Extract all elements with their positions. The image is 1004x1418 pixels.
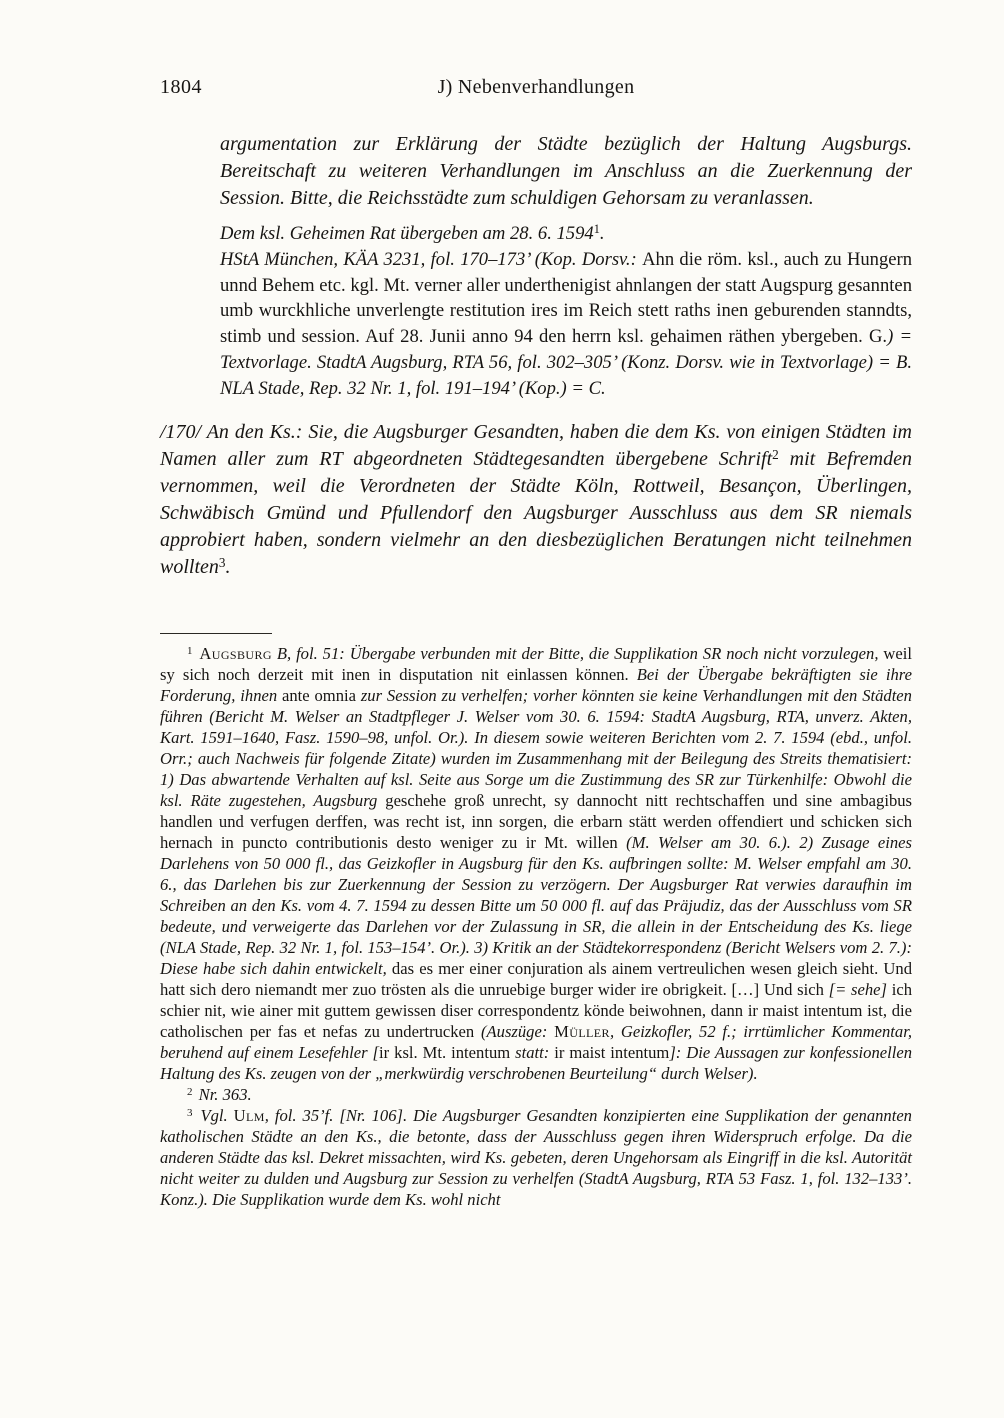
footnote-marker: 3 [187, 1106, 193, 1119]
text-run: statt: [510, 1042, 555, 1062]
text-run: (M. Welser am 30. 6.). 2) Zusage eines Darlehens von 50 000 fl., das Geizkofler in Augsburg für den Ks. aufbringen sollte: M. Welser empfahl am 30. 6., das Darlehen bis zur Zuerkennung der Session zu verzögern. Der Augsburger Rat verwies daraufhin im Schreiben an den Ks. vom 4. 7. 1594 zu dessen Bitte um 50 000 fl. auf das Präjudiz, das der Ausschluss vom SR bedeute, und verweigerte das Darlehen vor der Zulassung in SR, die allein in der Entscheidung des Ks. liege (NLA Stade, Rep. 32 Nr. 1, fol. 153–154’. Or.). 3) Kritik an der Städtekorrespondenz (Bericht Welsers vom 2. 7.): Diese habe sich dahin entwickelt, [160, 832, 912, 978]
text-run: ir ksl. Mt. intentum [379, 1042, 511, 1062]
abstract-paragraph [220, 131, 912, 212]
text-run: das es mer einer conjuration als ainem vertreulichen wesen gleich sieht. Und hatt sich dero niemandt mer zuo trösten als die unruebige burger wider ire obrigkeit. […] Und sich [160, 958, 912, 999]
text-run: zur Session zu verhelfen; vorher könnten sie keine Verhandlungen mit den Städten führen (Bericht M. Welser an Stadtpfleger J. Welser vom 30. 6. 1594: StadtA Augsburg, RTA, unverz. Akten, Kart. 1591–1640, Fasz. 1590–98, unfol. Or.). In diesem sowie weiteren Berichten vom 2. 7. 1594 (ebd., unfol. Orr.; auch Nachweis für folgende Zitate) wurden im Zusammenhang mit der Beilegung des Streits thematisiert: 1) Das abwartende Verhalten auf ksl. Seite aus Sorge um die Zustimmung des SR zur Türkenhilfe: Obwohl die ksl. Räte zugestehen, Augsburg [160, 685, 912, 810]
text-run: ]: Die Aussagen zur konfessionellen Haltung des Ks. zeugen von der „merkwürdig verschrobenen Beurteilung“ durch Welser). [160, 1042, 913, 1083]
text-run: . [599, 223, 605, 244]
text-block [160, 76, 912, 1210]
footnote-marker: 1 [187, 644, 193, 657]
text-run: . [225, 555, 231, 578]
text-run: , Geizkofler, 52 f.; irrtümlicher Kommentar, beruhend auf einem Lesefehler [ [160, 1021, 912, 1062]
main-paragraph [160, 419, 912, 581]
text-run: Ahn die röm. ksl., auch zu Hungern unnd Behem etc. kgl. Mt. verner aller underthenigist ahnlangen der statt Augspurg gesannten umb wurckhliche unverlengte restitution ires im Reich stett raths inen geburenden stanndts, stimb und session. Auf 28. Junii anno 94 den herrn ksl. gehaimen räthen ybergeben. G. [220, 248, 913, 348]
text-run: /170/ An den Ks.: Sie, die Augsburger Gesandten, haben die dem Ks. von einigen Städten im Namen aller zum RT abgeordneten Städtegesandten übergebene Schrift [160, 420, 912, 470]
footnote-ref: 1 [593, 222, 600, 237]
running-head [160, 76, 912, 106]
provenance-date [220, 221, 912, 247]
footnote-1 [160, 643, 912, 1084]
document-head [220, 131, 912, 402]
footnotes-section [160, 643, 912, 1210]
text-run: geschehe groß unrecht, sy dannocht nitt rechtschaffen und sine ambagibus handlen und verfugen derffen, was recht ist, inn sorgen, die erbarn stätt werden offendiert und schicken sich hernach in puncto contributionis desto weniger zu ir Mt. willen [160, 790, 912, 852]
footnote-2 [160, 1084, 912, 1105]
text-run: Nr. 363. [198, 1084, 252, 1104]
text-run: ante omnia [282, 685, 361, 705]
text-run: (Auszüge: [480, 1021, 555, 1041]
text-run: Übergabe verbunden mit der Bitte, die Supplikation SR noch nicht vorzulegen, [349, 643, 884, 663]
page-number: 1804 [160, 76, 202, 98]
text-run: ich schier nit, wie ainer mit guttem gewissen diser correspondentz könde beiwohnen, dann ir maist intentum ist, die catholischen per fas et nefas zu undertrucken [160, 979, 913, 1041]
text-run: Augsburg [199, 643, 272, 663]
text-run: weil sy sich noch derzeit mit inen in disputation nit einlassen können. [160, 643, 912, 684]
text-run: Ulm [233, 1105, 265, 1125]
text-run: mit Befremden vernommen, weil die Verordneten der Städte Köln, Rottweil, Besançon, Überlingen, Schwäbisch Gmünd und Pfullendorf den Augsburger Ausschluss aus dem SR niemals approbiert haben, sondern vielmehr an den diesbezüglichen Beratungen nicht teilnehmen wollten [160, 447, 912, 578]
text-run: , fol. 35’f. [Nr. 106]. Die Augsburger Gesandten konzipierten eine Supplikation der genannten katholischen Städte an den Ks., die betonte, dass der Ausschluss gegen ihren Widerspruch erfolge. Da die anderen Städte das ksl. Dekret missachten, wird Ks. gebeten, deren Ungehorsam als Eingriff in die ksl. Autorität nicht weiter zu dulden und Augsburg zur Session zu verhelfen (StadtA Augsburg, RTA 53 Fasz. 1, fol. 132–133’. Konz.). Die Supplikation wurde dem Ks. wohl nicht [160, 1105, 912, 1209]
text-run: Vgl. [200, 1105, 234, 1125]
text-run: argumentation zur Erklärung der Städte bezüglich der Haltung Augsburgs. Bereitschaft zu weiteren Verhandlungen im Anschluss an die Zuerkennung der Session. Bitte, die Reichsstädte zum schuldigen Gehorsam zu veranlassen. [220, 133, 912, 209]
provenance-sources [220, 247, 912, 402]
footnote-marker: 2 [187, 1085, 193, 1098]
text-run: Müller [554, 1021, 610, 1041]
text-run: ) = Textvorlage. StadtA Augsburg, RTA 56, fol. 302–305’ (Konz. Dorsv. wie in Textvorlage) = B. NLA Stade, Rep. 32 Nr. 1, fol. 191–194’ (Kop.) = C. [220, 326, 912, 399]
text-run: HStA München, KÄA 3231, fol. 170–173’ (Kop. Dorsv.: [220, 248, 643, 270]
text-run: Dem ksl. Geheimen Rat übergeben am 28. 6. 1594 [220, 223, 594, 244]
text-run: B, fol. 51: [271, 643, 350, 663]
text-run: Bei der Übergabe bekräftigten sie ihre Forderung, ihnen [160, 664, 912, 705]
text-run: ir maist intentum [554, 1042, 670, 1062]
running-title: J) Nebenverhandlungen [437, 76, 635, 98]
footnote-ref: 2 [772, 446, 779, 462]
footnote-separator [160, 633, 272, 634]
footnote-3 [160, 1105, 912, 1210]
text-run: [= sehe] [828, 979, 887, 999]
footnote-ref: 3 [218, 554, 226, 570]
